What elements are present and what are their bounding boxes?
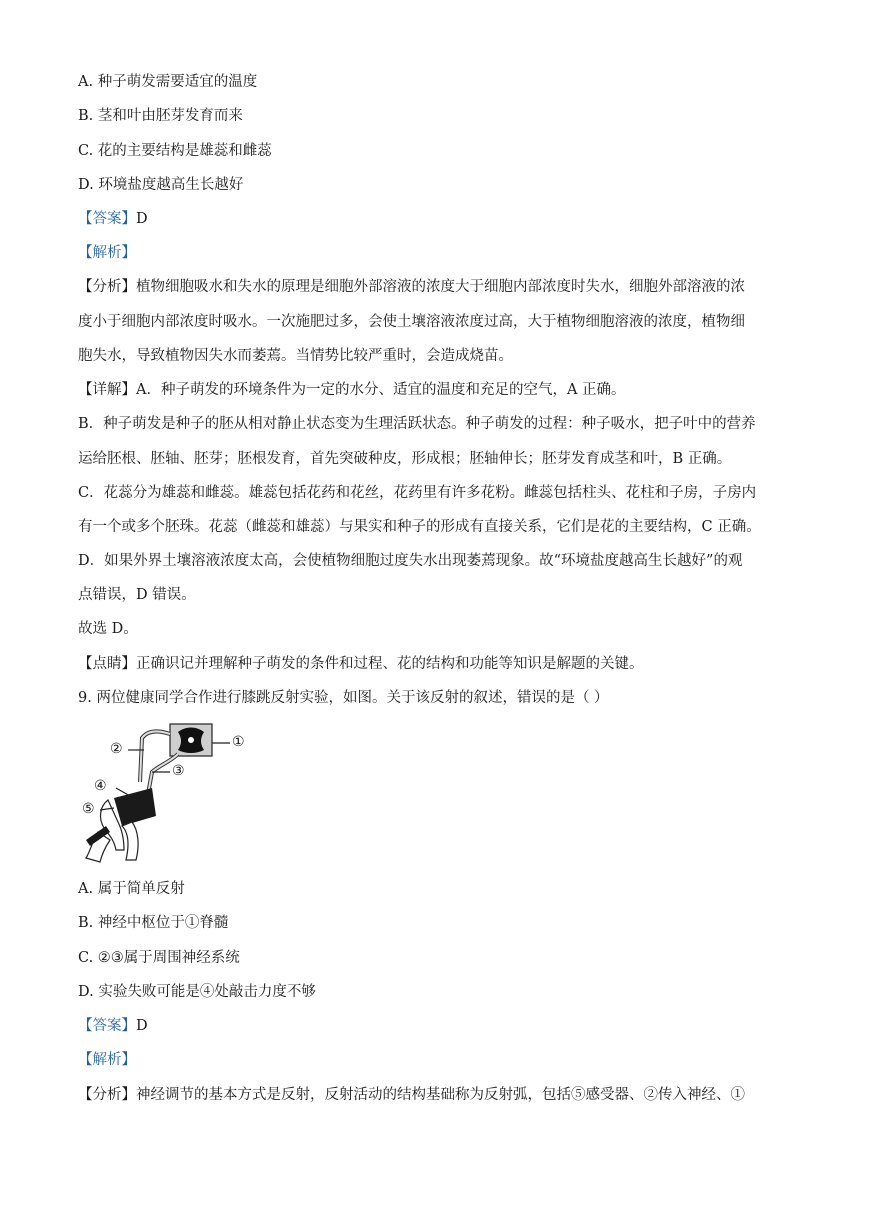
- xiangjie-tag: 【详解】: [78, 382, 136, 398]
- q9-option-b: B. 神经中枢位于①脊髓: [78, 915, 229, 931]
- figure-label-4: ④: [94, 778, 107, 794]
- answer-value: D: [136, 211, 148, 227]
- q8-analysis-heading: [78, 243, 136, 263]
- fenxi-text: 神经调节的基本方式是反射，反射活动的结构基础称为反射弧，包括⑤感受器、②传入神经、①: [136, 1087, 745, 1103]
- analysis-tag: 【解析】: [78, 1052, 136, 1068]
- figure-label-5: ⑤: [82, 801, 95, 817]
- q8-dianjing: [78, 654, 644, 674]
- q8-fenxi-line-3: 胞失水，导致植物因失水而萎蔫。当情势比较严重时，会造成烧苗。: [78, 348, 513, 364]
- q8-xiangjie-line-2: B．种子萌发是种子的胚从相对静止状态变为生理活跃状态。种子萌发的过程：种子吸水，把子叶中的营养: [78, 416, 756, 432]
- q9-fenxi-line-1: [78, 1085, 745, 1105]
- fenxi-text: 植物细胞吸水和失水的原理是细胞外部溶液的浓度大于细胞内部浓度时失水，细胞外部溶液的浓: [136, 279, 745, 295]
- dianjing-text: 正确识记并理解种子萌发的条件和过程、花的结构和功能等知识是解题的关键。: [136, 656, 644, 672]
- q9-option-c: C. ②③属于周围神经系统: [78, 950, 240, 966]
- answer-tag: 【答案】: [78, 1018, 136, 1034]
- q8-xiangjie-line-1: [78, 380, 626, 400]
- fenxi-tag: 【分析】: [78, 279, 136, 295]
- q8-answer: [78, 209, 148, 229]
- q9-option-d: D. 实验失败可能是④处敲击力度不够: [78, 984, 316, 1000]
- q8-fenxi-line-1: [78, 277, 745, 297]
- q8-option-b: B. 茎和叶由胚芽发育而来: [78, 108, 243, 124]
- q9-option-a: A. 属于简单反射: [78, 881, 185, 897]
- fenxi-tag: 【分析】: [78, 1087, 136, 1103]
- q8-xiangjie-line-7: 点错误，D 错误。: [78, 587, 196, 603]
- analysis-tag: 【解析】: [78, 245, 136, 261]
- answer-tag: 【答案】: [78, 211, 136, 227]
- q8-fenxi-line-2: 度小于细胞内部浓度时吸水。一次施肥过多，会使土壤溶液浓度过高，大于植物细胞溶液的浓度，植物细: [78, 314, 745, 330]
- q8-conclusion: 故选 D。: [78, 621, 138, 637]
- answer-value: D: [136, 1018, 148, 1034]
- q9-question: 9. 两位健康同学合作进行膝跳反射实验，如图。关于该反射的叙述，错误的是（ ）: [78, 690, 609, 706]
- q8-xiangjie-line-6: D．如果外界土壤溶液浓度太高，会使植物细胞过度失水出现萎蔫现象。故“环境盐度越高生长越好”的观: [78, 553, 743, 569]
- figure-label-2: ②: [110, 741, 123, 757]
- q8-option-c: C. 花的主要结构是雄蕊和雌蕊: [78, 143, 272, 159]
- figure-label-3: ③: [172, 763, 185, 779]
- q9-answer: [78, 1016, 148, 1036]
- xiangjie-text: A．种子萌发的环境条件为一定的水分、适宜的温度和充足的空气，A 正确。: [136, 382, 626, 398]
- q8-xiangjie-line-5: 有一个或多个胚珠。花蕊（雌蕊和雄蕊）与果实和种子的形成有直接关系，它们是花的主要结构，C 正确。: [78, 519, 761, 535]
- dianjing-tag: 【点睛】: [78, 656, 136, 672]
- q8-xiangjie-line-4: C．花蕊分为雄蕊和雌蕊。雄蕊包括花药和花丝，花药里有许多花粉。雌蕊包括柱头、花柱和子房，子房内: [78, 485, 757, 501]
- knee-jerk-reflex-figure: [78, 722, 250, 868]
- reflex-arc-illustration: [78, 722, 250, 868]
- q8-xiangjie-line-3: 运给胚根、胚轴、胚芽；胚根发育，首先突破种皮，形成根；胚轴伸长；胚芽发育成茎和叶，B 正确。: [78, 451, 732, 467]
- q9-analysis-heading: [78, 1050, 136, 1070]
- figure-label-1: ①: [232, 734, 245, 750]
- q8-option-a: A. 种子萌发需要适宜的温度: [78, 74, 258, 90]
- q8-option-d: D. 环境盐度越高生长越好: [78, 177, 244, 193]
